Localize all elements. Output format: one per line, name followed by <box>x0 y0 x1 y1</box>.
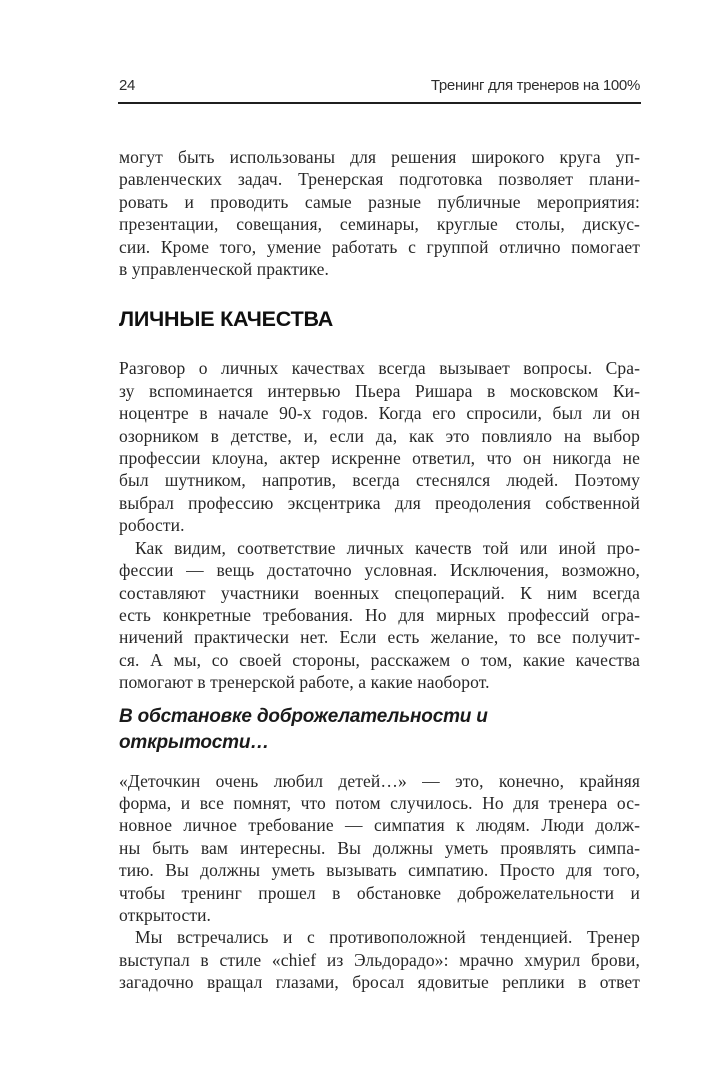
text-line: форма, и все помнят, что потом случилось. Но для тренера ос- <box>119 792 640 813</box>
text-line: тию. Вы должны уметь вызывать симпатию. Просто для того, <box>119 860 640 881</box>
text-line: загадочно вращал глазами, бросал ядовитые реплики в ответ <box>119 972 640 993</box>
text-line: составляют участники военных спецопераций. К ним всегда <box>119 582 640 603</box>
section-heading: ЛИЧНЫЕ КАЧЕСТВА <box>119 307 334 332</box>
text-line: Как видим, соответствие личных качеств той или иной про- <box>135 537 640 558</box>
text-line: выбрал профессию эксцентрика для преодоления собственной <box>119 492 640 513</box>
text-line: презентации, совещания, семинары, круглые столы, дискус- <box>119 214 640 235</box>
text-line: могут быть использованы для решения широкого круга уп- <box>119 147 640 167</box>
text-line: ничений практически нет. Если есть желание, то все получит- <box>119 627 640 648</box>
text-line: в управленческой практике. <box>119 259 330 280</box>
page-body <box>119 146 640 994</box>
text-line: равленческих задач. Тренерская подготовка позволяет плани- <box>119 169 640 190</box>
text-line: зу вспоминается интервью Пьера Ришара в московском Ки- <box>119 380 640 401</box>
text-line: выступал в стиле «chief из Эльдорадо»: мрачно хмурил брови, <box>119 949 640 970</box>
subsection-heading: В обстановке доброжелательности и открытости… <box>119 705 488 753</box>
paragraph <box>119 770 640 927</box>
paragraph <box>119 357 640 536</box>
text-line: чтобы тренинг прошел в обстановке доброжелательности и <box>119 882 640 903</box>
text-line: новное личное требование — симпатия к людям. Люди долж- <box>119 815 640 836</box>
text-line: «Деточкин очень любил детей…» — это, конечно, крайняя <box>119 770 640 791</box>
page-number: 24 <box>119 77 136 94</box>
text-line: есть конкретные требования. Но для мирных профессий огра- <box>119 604 640 625</box>
paragraph <box>119 146 640 280</box>
text-line: помогают в тренерской работе, а какие наоборот. <box>119 672 490 693</box>
text-line: ся. А мы, со своей стороны, расскажем о том, какие качества <box>119 649 640 670</box>
text-line: Мы встречались и с противоположной тенденцией. Тренер <box>135 927 640 948</box>
text-line: фессии — вещь достаточно условная. Исключения, возможно, <box>119 560 640 581</box>
header-rule <box>118 102 641 104</box>
running-title: Тренинг для тренеров на 100% <box>430 77 640 94</box>
paragraph <box>119 537 640 694</box>
text-line: робости. <box>119 515 185 536</box>
page-header <box>119 77 640 94</box>
text-line: профессии клоуна, актер искренне ответил, что он никогда не <box>119 448 640 469</box>
text-line: ноцентре в начале 90-х годов. Когда его спросили, был ли он <box>119 403 640 424</box>
text-line: Разговор о личных качествах всегда вызывает вопросы. Сра- <box>119 358 640 379</box>
text-line: ны быть вам интересны. Вы должны уметь проявлять симпа- <box>119 837 640 858</box>
text-line: ровать и проводить самые разные публичные мероприятия: <box>119 191 640 212</box>
text-line: открытости. <box>119 904 212 925</box>
text-line: был шутником, напротив, всегда стеснялся людей. Поэтому <box>119 470 640 491</box>
text-line: сии. Кроме того, умение работать с группой отлично помогает <box>119 236 640 257</box>
paragraph <box>119 926 640 993</box>
text-line: озорником в детстве, и, если да, как это повлияло на выбор <box>119 425 640 446</box>
